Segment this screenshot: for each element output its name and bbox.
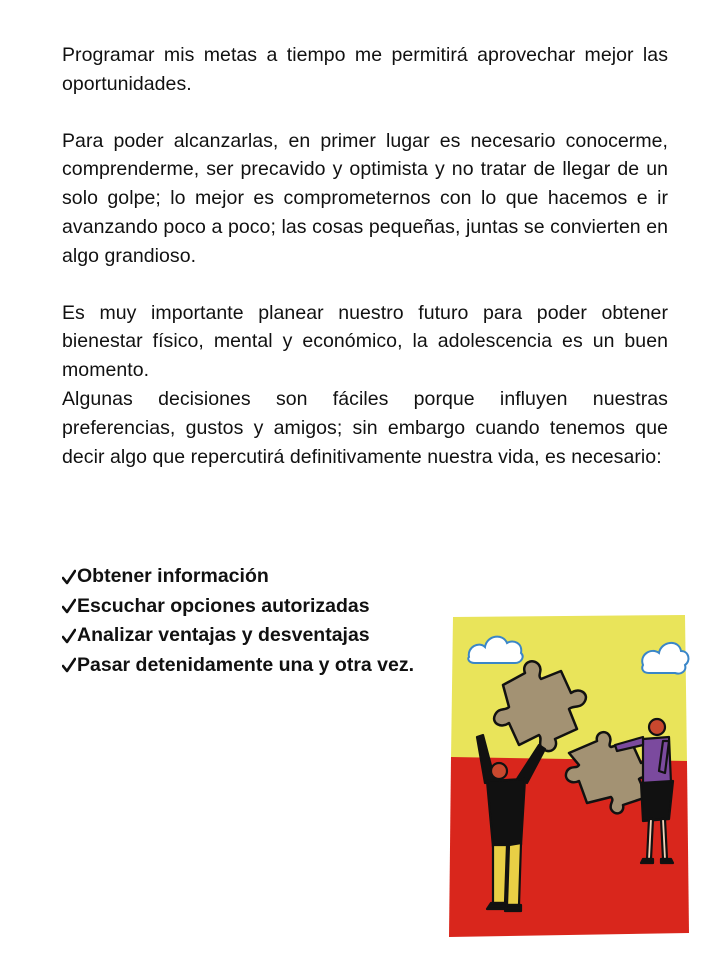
check-icon <box>62 598 76 614</box>
checklist-item <box>62 651 482 681</box>
checklist-item-label: Escuchar opciones autorizadas <box>77 594 370 617</box>
paragraph-importance: Es muy importante planear nuestro futuro para poder obtener bienestar físico, mental y económico, la adolescencia es un buen momento. <box>62 301 668 382</box>
checklist-item-label: Pasar detenidamente una y otra vez. <box>77 653 415 676</box>
paragraph-intro: Programar mis metas a tiempo me permitirá aprovechar mejor las oportunidades. <box>62 44 668 95</box>
check-icon <box>62 569 76 585</box>
checklist-item <box>62 592 482 622</box>
check-icon <box>62 628 76 644</box>
paragraph-decisions: Algunas decisiones son fáciles porque influyen nuestras preferencias, gustos y amigos; sin embargo cuando tenemos que decir algo que repercutirá definitivamente nuestra vida, es necesario: <box>62 387 668 468</box>
checklist <box>62 562 482 680</box>
checklist-item-label: Obtener información <box>77 565 269 588</box>
checklist-item <box>62 562 482 592</box>
checklist-item-label: Analizar ventajas y desventajas <box>77 624 370 647</box>
text-block <box>62 41 668 471</box>
check-icon <box>62 657 76 673</box>
checklist-item <box>62 621 482 651</box>
paragraph-gap <box>62 271 668 299</box>
paragraph-achieve: Para poder alcanzarlas, en primer lugar es necesario conocerme, comprenderme, ser precavido y optimista y no tratar de llegar de un solo golpe; lo mejor es comprometernos con lo que hacemos e ir avanzando poco a poco; las cosas pequeñas, juntas se convierten en algo grandioso. <box>62 129 668 267</box>
puzzle-people-illustration <box>447 613 691 940</box>
paragraph-gap <box>62 99 668 127</box>
